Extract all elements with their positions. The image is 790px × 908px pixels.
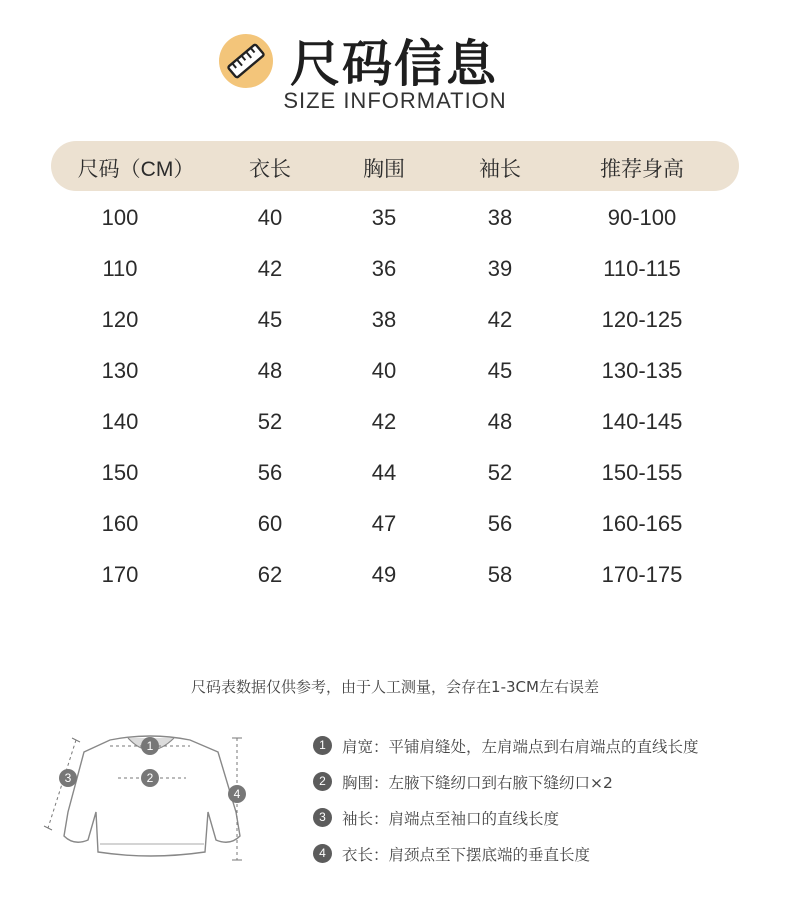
cell-sleeve: 38: [487, 205, 513, 230]
legend-item: [313, 769, 773, 795]
legend-number: 3: [313, 808, 332, 827]
cell-chest: 44: [371, 460, 397, 485]
cell-size: 170: [101, 562, 139, 587]
sweater-measurement-icon: [40, 728, 260, 872]
cell-chest: 42: [371, 409, 397, 434]
page-title: 尺码信息: [290, 35, 498, 93]
table-row: [0, 205, 790, 245]
table-row: [0, 409, 790, 449]
legend-item: [313, 805, 773, 831]
cell-chest: 49: [371, 562, 397, 587]
cell-height: 170-175: [601, 562, 683, 587]
legend-text: 胸围：左腋下缝纫口到右腋下缝纫口×2: [342, 774, 613, 792]
legend-text: 衣长：肩颈点至下摆底端的垂直长度: [342, 846, 591, 864]
cell-length: 56: [257, 460, 283, 485]
marker-4-label: 4: [233, 787, 241, 801]
legend-item: [313, 841, 773, 867]
cell-sleeve: 58: [487, 562, 513, 587]
cell-height: 130-135: [601, 358, 683, 383]
cell-chest: 40: [371, 358, 397, 383]
cell-size: 110: [102, 256, 138, 281]
table-row: [0, 358, 790, 398]
cell-height: 120-125: [601, 307, 683, 332]
legend-text: 肩宽：平铺肩缝处，左肩端点到右肩端点的直线长度: [342, 738, 699, 756]
column-header-size: 尺码（CM）: [77, 158, 195, 181]
legend-item: [313, 733, 773, 759]
table-row: [0, 562, 790, 602]
cell-length: 45: [257, 307, 283, 332]
cell-height: 90-100: [607, 205, 677, 230]
cell-length: 40: [257, 205, 283, 230]
cell-height: 110-115: [603, 256, 681, 281]
column-header-length: 衣长: [249, 158, 291, 181]
cell-sleeve: 42: [487, 307, 513, 332]
table-row: [0, 460, 790, 500]
marker-3-label: 3: [64, 771, 72, 785]
cell-chest: 38: [371, 307, 397, 332]
cell-length: 48: [257, 358, 283, 383]
cell-size: 120: [101, 307, 139, 332]
cell-height: 140-145: [601, 409, 683, 434]
cell-sleeve: 45: [487, 358, 513, 383]
cell-chest: 35: [371, 205, 397, 230]
cell-length: 42: [257, 256, 283, 281]
cell-length: 62: [257, 562, 283, 587]
marker-1-label: 1: [146, 739, 154, 753]
legend-number: 4: [313, 844, 332, 863]
marker-2-label: 2: [146, 771, 154, 785]
cell-height: 150-155: [601, 460, 683, 485]
column-header-chest: 胸围: [363, 158, 405, 181]
cell-sleeve: 48: [487, 409, 513, 434]
cell-size: 140: [101, 409, 139, 434]
cell-sleeve: 52: [487, 460, 513, 485]
column-header-height: 推荐身高: [600, 158, 684, 181]
page-subtitle: SIZE INFORMATION: [283, 88, 507, 113]
cell-chest: 47: [371, 511, 397, 536]
cell-chest: 36: [371, 256, 397, 281]
column-header-sleeve: 袖长: [479, 158, 521, 181]
cell-length: 60: [257, 511, 283, 536]
cell-sleeve: 39: [487, 256, 513, 281]
legend-number: 1: [313, 736, 332, 755]
table-header: [51, 141, 739, 191]
cell-length: 52: [257, 409, 283, 434]
table-row: [0, 511, 790, 551]
legend-text: 袖长：肩端点至袖口的直线长度: [342, 810, 560, 828]
table-row: [0, 256, 790, 296]
ruler-icon: [219, 34, 273, 88]
measurement-note: 尺码表数据仅供参考，由于人工测量，会存在1-3CM左右误差: [191, 678, 599, 696]
cell-size: 150: [101, 460, 139, 485]
cell-size: 130: [101, 358, 139, 383]
cell-size: 100: [101, 205, 139, 230]
cell-height: 160-165: [601, 511, 683, 536]
table-row: [0, 307, 790, 347]
cell-size: 160: [101, 511, 139, 536]
legend-number: 2: [313, 772, 332, 791]
cell-sleeve: 56: [487, 511, 513, 536]
